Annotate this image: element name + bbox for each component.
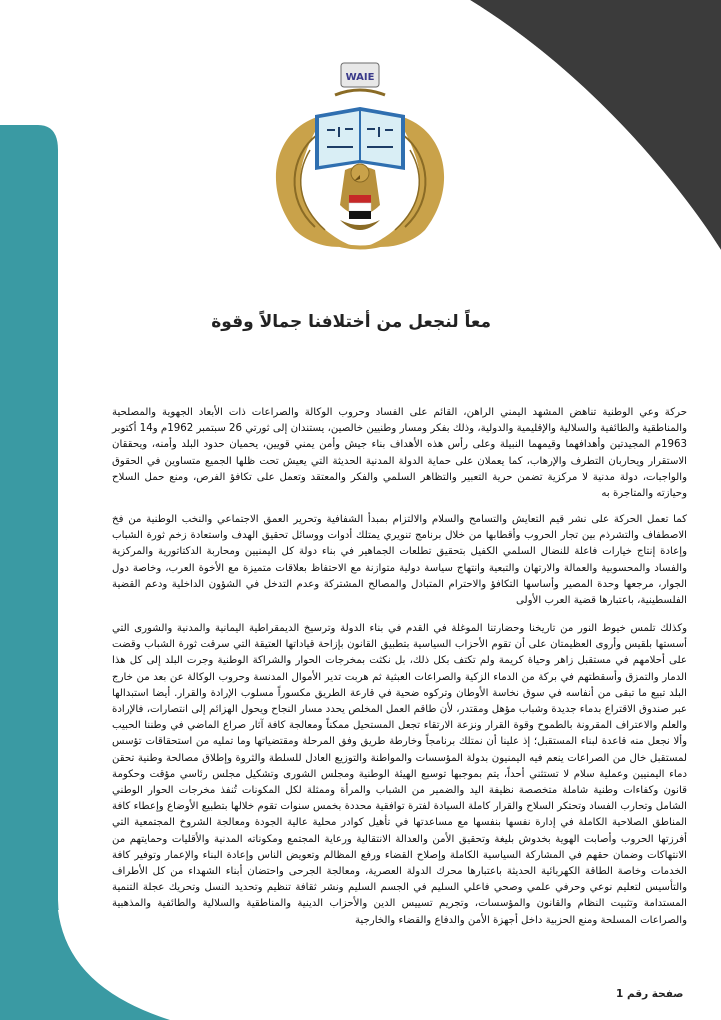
paragraph-3: وكذلك تلمس خيوط النور من تاريخنا وحضارتنا الموغلة في القدم في بناء الدولة وترسيخ الديمقراطية اليمانية والمدنية والشورى التي أسستها بلقيس وأروى العظيمتان على أن تقوم الأحزاب السياسية بتطبيق القانون بإزاحة قياداتها العتيقة التي سرقت ثورة الشباب وقضت على أحلامهم في مستقبل زاهر وحياة كريمة ولم تكتف بكل ذلك، بل نكثت بمخرجات الحوار والشراكة الوطنية وجرت البلد إلى كل هذا الدمار والتمزق وأسقطتهم في بركة من الدماء الزكية والصراعات العبثية ثم هربت تدير الأموال المدنسة وحروب الوكالة عن بعد من خارج البلد تبيع ما تبقى من أنفاسه في سوق نخاسة الأوطان وتركوه ضحية في قارعة الطريق مكسوراً مسلوب الإرادة والقرار. أيضا استبدالها عبر صندوق الاقتراع بدماء جديدة وشباب مؤهل ومقتدر، لأن طاقم العمل المخلص يحدد مسار النجاح ويحول الهزائم إلى انتصارات، فالإرادة والعلم والاعتراف المقرونة بالطموح وقوة القرار ونزعة الارتقاء تجعل المستحيل ممكناً ومعالجة كافة آثار صراع الماضي في وطننا الحبيب وألا نجعل منه قاعدة لبناء المستقبل؛ إذ علينا أن نمتلك برنامجاً وخارطة طريق وفق المرحلة ومقتضياتها وما تمليه من استحقاقات تؤسس لمستقبل خال من الصراعات ينعم فيه اليمنيون بدولة المؤسسات والمواطنة والتوزيع العادل للسلطة والثروة وإطلاق مصالحة وطنية تحقن دماء اليمنيين وعملية سلام لا تستثني أحداً، يتم بموجبها توسيع الهيئة الوطنية ومجلس الشورى وتشكيل مجلس رئاسي مؤقت وحكومة قانون وكفاءات وطنية شاملة متخصصة نظيفة اليد والضمير من الشباب والمرأة وممثلة لكل المكونات تُنفذ مخرجات الحوار الوطني الشامل وتحارب الفساد وتحتكر السلاح والقرار كاملة السيادة لفترة توافقية محددة بخمس سنوات تقوم خلالها بتطبيع الأوضاع وإعطاء كافة المناطق الصلاحية الكاملة في إدارة نفسها بنفسها مع مساعدتها في تأهيل كوادر محلية عالية الجودة ومعالجة الشروخ المجتمعية التي أفرزتها الحروب وأصابت الهوية بخدوش بليغة وتحقيق الأمن والعدالة الانتقالية ورعاية المجتمع ومكوناته المدنية والأقليات وحمايتهم من الانتهاكات وضمان حقهم في المشاركة السياسية الكاملة وإصلاح القضاء ورفع المظالم وتعويض الناس وإعادة البناء والإعمار وتوفير كافة الخدمات وخاصة الطاقة الكهربائية الحديثة باعتبارها محرك الدولة العصرية، ومعالجة الجرحى واحتضان أبناء الشهداء من كل الأطراف والتأسيس لتعليم نوعي وحرفي علمي وصحي فاعلي السليم في الجسم السليم ونشر ثقافة تنظيم وتحديد النسل وتحريك عجلة التنمية المستدامة وتثبيت النظام والقانون والمؤسسات، وتجريم تسييس الدين والأحزاب الدينية والمناطقية والسلالية والطائفية والمذهبية والصراعات المسلحة ومنع الحزبية داخل أجهزة الأمن والدفاع والقضاء والخارجية xyxy=(112,623,687,926)
paragraph-1: حركة وعي الوطنية تناهض المشهد اليمني الراهن، القائم على الفساد وحروب الوكالة والصراعات ذات الأبعاد الجهوية والمصلحية والمناطقية والطائفية والسلالية والإقليمية والدولية، وذلك بفكر ومسار وطنيين خالصين، يستندان إلى ثورتي 26 سبتمبر 1962م و14 أكتوبر 1963م المجيدتين وأهدافهما وقيمهما النبيلة وعلى رأس هذه الأهداف بناء جيش وأمن يمني قويين، يحميان حدود البلد وأمنه، ويحققان الاستقرار ويحاربان التطرف والإرهاب، كما يعملان على حماية الدولة المدنية الحديثة التي يعيش تحت ظلها الجميع متساوين في الحقوق والواجبات، دولة مدنية لا مركزية تضمن حرية التعبير والتظاهر السلمي والفكر والمعتقد وتعمل على تكافؤ الفرص، ومنع حمل السلاح وحيازته والمتاجرة به xyxy=(112,407,688,500)
badge-text: WAIE xyxy=(345,72,375,83)
eagle-emblem xyxy=(255,55,465,270)
eagle-icon xyxy=(325,164,395,248)
paragraph-2: كما تعمل الحركة على نشر قيم التعايش والتسامح والسلام والالتزام بمبدأ الشفافية وتحرير العمق الاجتماعي والنخب الوطنية من فخ الاصطفاف والتشرذم بين تجار الحروب وأقطابها من خلال برنامج تنويري يمتلك أدوات ووسائل تحقيق الهدف واستعادة زخم ثورة الشباب وإعادة إنتاج خيارات فاعلة للنضال السلمي الكفيل بتحقيق تطلعات الجماهير في بناء دولة كل اليمنيين ومحاربة الدكتاتورية والمركزية والفساد والمحسوبية والعمالة والارتهان والتبعية وانتهاج سياسة دولية متوازنة مع الاحتفاظ بعلاقات متميزة مع الأخوة العرب، وخاصة دول الجوار، مرجعها وحدة المصير وأساسها التكافؤ والاحترام المتبادل والمصالح المشتركة وعدم التدخل في الشؤون الداخلية ودعم القضية الفلسطينية، باعتبارها قضية العرب الأولى xyxy=(112,514,687,607)
badge xyxy=(341,63,379,87)
page-number: صفحة رقم 1 xyxy=(616,988,684,1000)
tagline: معاً لنجعل من أختلافنا جمالاً وقوة xyxy=(211,312,491,332)
book-icon xyxy=(315,107,405,170)
